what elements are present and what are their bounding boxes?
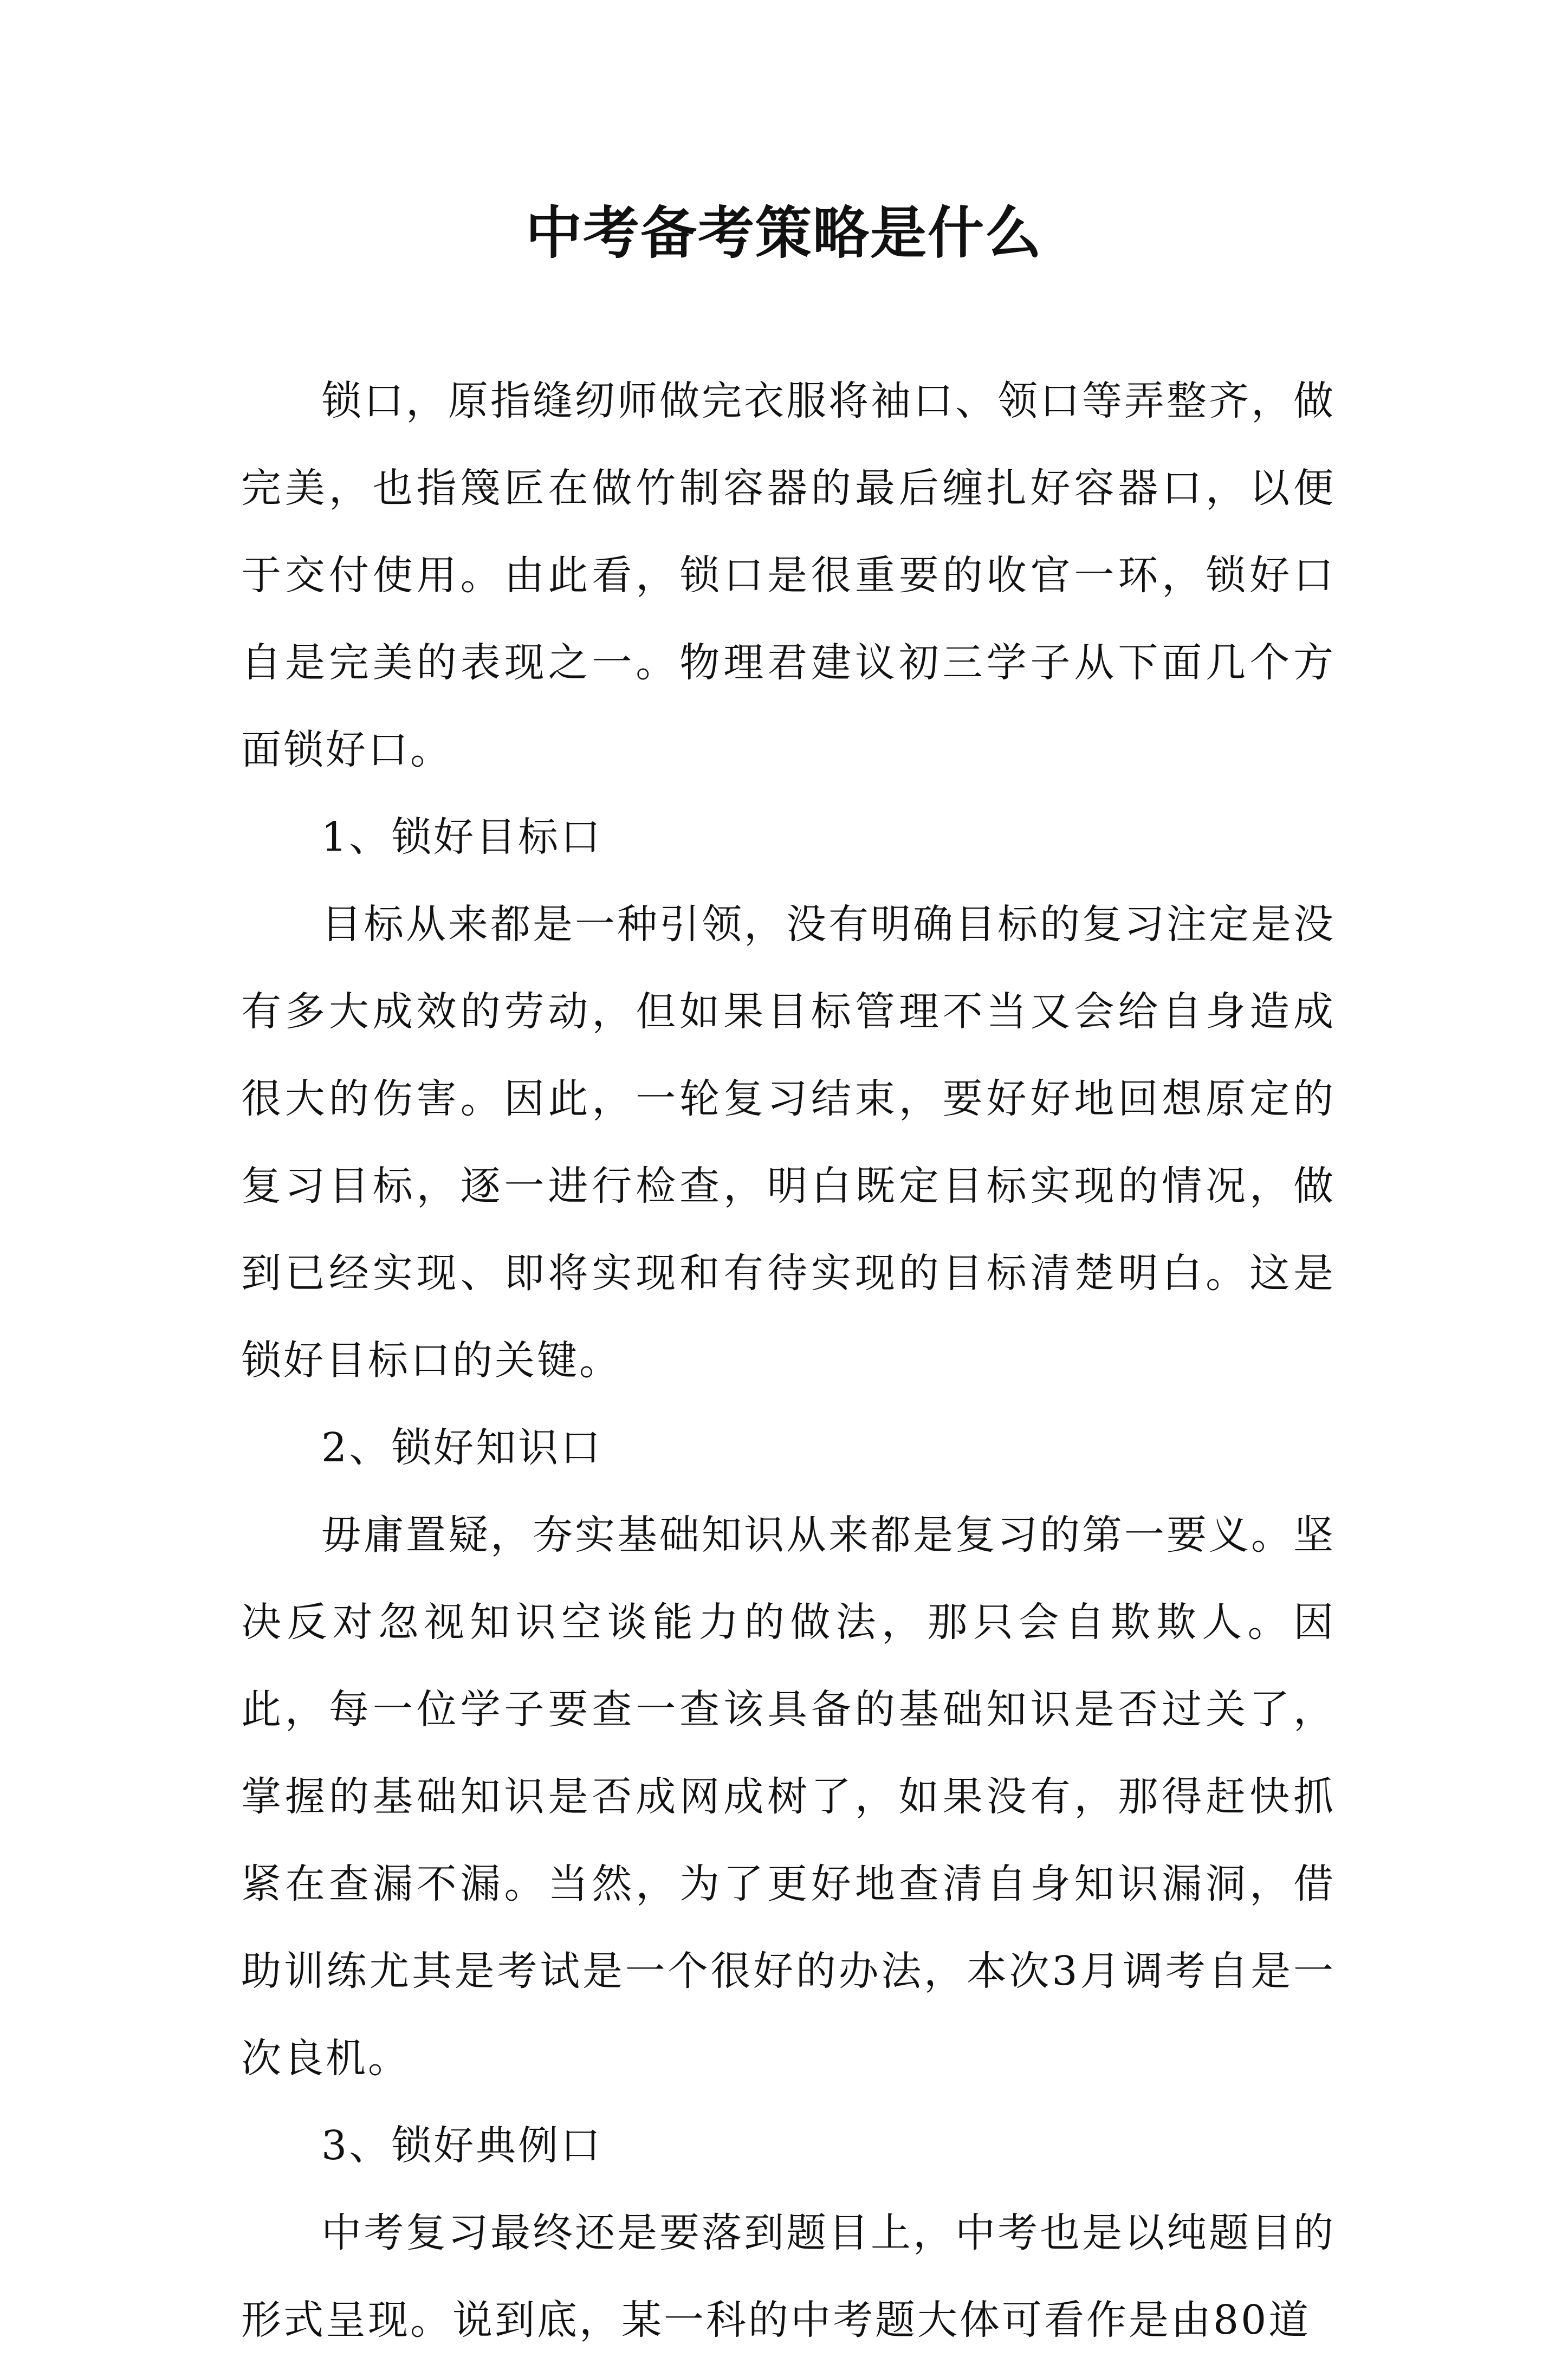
section-heading-goal: 1、锁好目标口 bbox=[321, 814, 603, 860]
paragraph-examples: 中考复习最终还是要落到题目上，中考也是以纯题目的形式呈现。说到底，某一科的中考题大体可看作是由80道 bbox=[241, 2210, 1336, 2343]
paragraph-goal: 目标从来都是一种引领，没有明确目标的复习注定是没有多大成效的劳动，但如果目标管理不当又会给自身造成很大的伤害。因此，一轮复习结束，要好好地回想原定的复习目标，逐一进行检查，明白既定目标实现的情况，做到已经实现、即将实现和有待实现的目标清楚明白。这是锁好目标口的关键。 bbox=[241, 901, 1336, 1384]
document-title: 中考备考策略是什么 bbox=[525, 199, 1042, 266]
section-heading-knowledge: 2、锁好知识口 bbox=[321, 1424, 603, 1471]
paragraph-knowledge: 毋庸置疑，夯实基础知识从来都是复习的第一要义。坚决反对忽视知识空谈能力的做法，那只会自欺欺人。因此，每一位学子要查一查该具备的基础知识是否过关了，掌握的基础知识是否成网成树了，如果没有，那得赶快抓紧在查漏不漏。当然，为了更好地查清自身知识漏洞，借助训练尤其是考试是一个很好的办法，本次3月调考自是一次良机。 bbox=[241, 1512, 1336, 2082]
paragraph-intro: 锁口，原指缝纫师做完衣服将袖口、领口等弄整齐，做完美，也指篾匠在做竹制容器的最后缠扎好容器口，以便于交付使用。由此看，锁口是很重要的收官一环，锁好口自是完美的表现之一。物理君建议初三学子从下面几个方面锁好口。 bbox=[241, 378, 1336, 773]
document-body bbox=[241, 358, 1336, 2364]
section-heading-examples: 3、锁好典例口 bbox=[321, 2122, 603, 2169]
